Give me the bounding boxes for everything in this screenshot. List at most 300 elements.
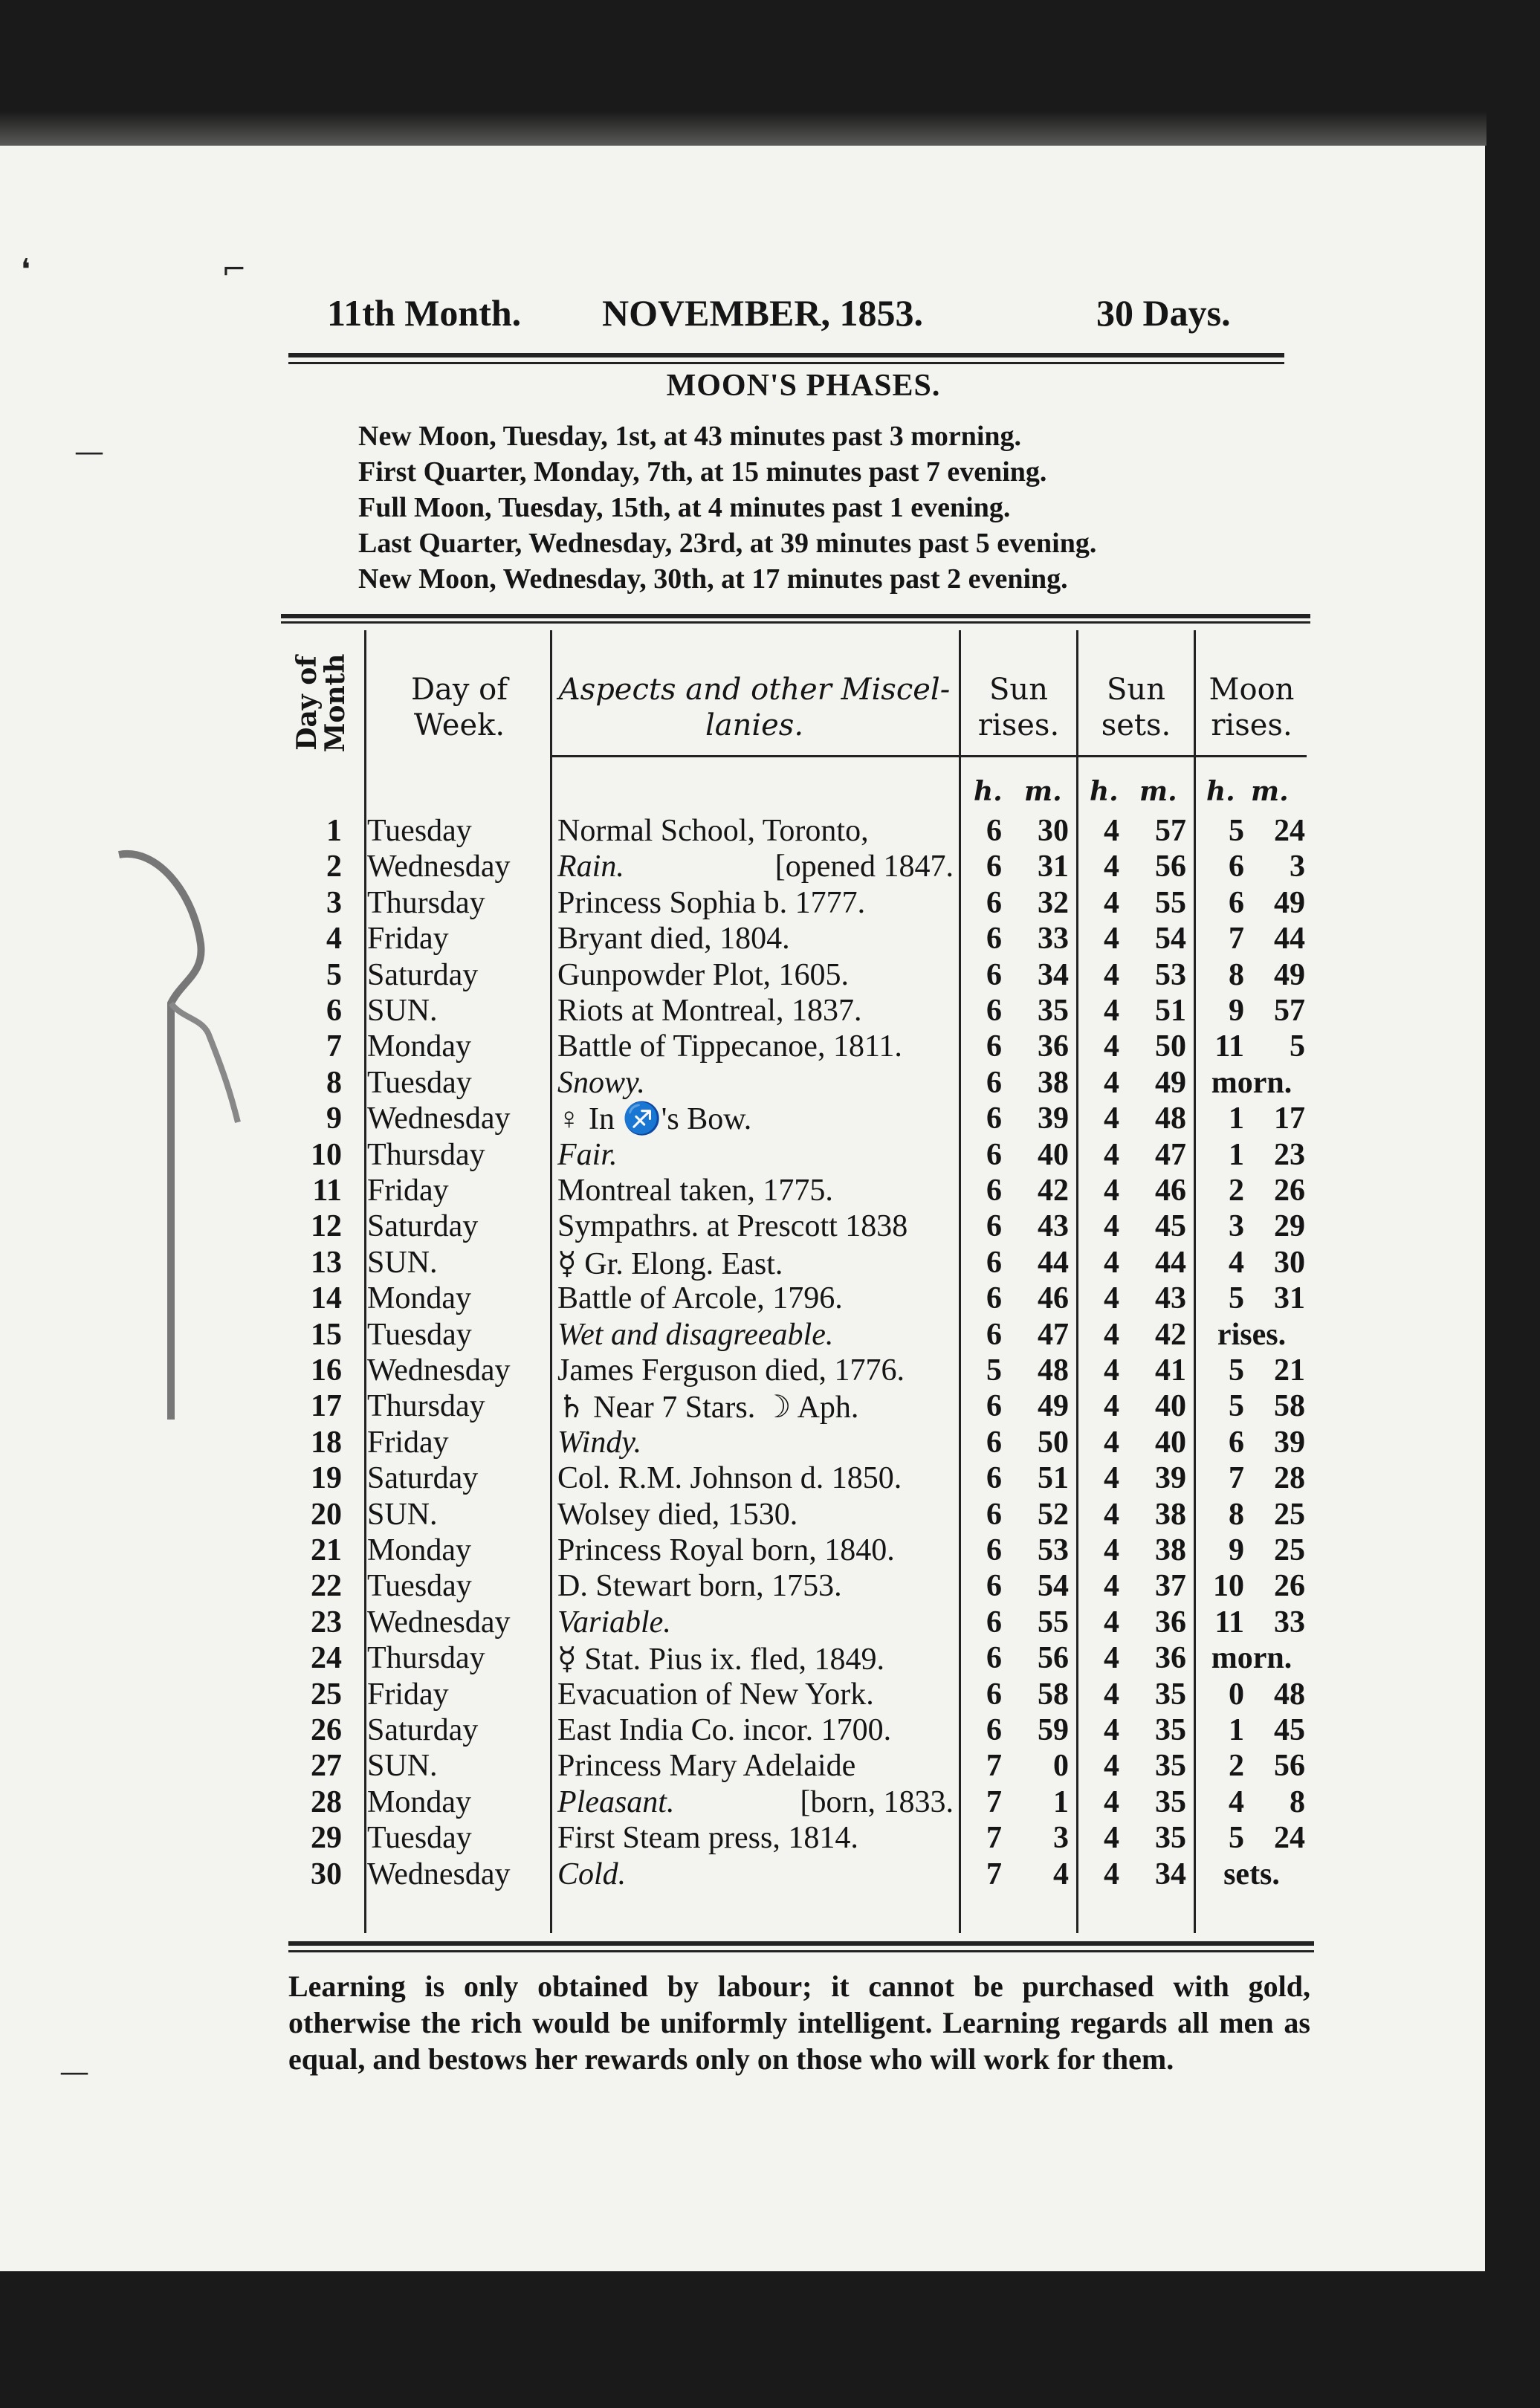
day-of-month: 13	[311, 1245, 342, 1280]
moon-rise-hour: 5	[1229, 814, 1244, 848]
sun-set-minute: 50	[1155, 1029, 1186, 1064]
header-sun-sets: Sun sets.	[1101, 673, 1171, 742]
sun-rise-minute: 58	[1038, 1677, 1069, 1712]
day-of-month: 5	[326, 957, 342, 992]
sun-set-hour: 4	[1104, 1569, 1119, 1604]
moon-rise-hour: 7	[1229, 922, 1244, 957]
table-row	[281, 1712, 1307, 1748]
day-of-week: Wednesday	[367, 1857, 511, 1891]
table-row	[281, 1388, 1307, 1424]
table-bottom-rule	[288, 1941, 1314, 1952]
day-of-week: Friday	[367, 1174, 449, 1208]
aspect-text: Wet and disagreeable.	[557, 1317, 834, 1352]
moon-rise-word: morn.	[1211, 1641, 1292, 1676]
table-row	[281, 1101, 1307, 1136]
table-row	[281, 1820, 1307, 1856]
aspect-text: Montreal taken, 1775.	[557, 1174, 833, 1208]
sun-set-minute: 53	[1155, 957, 1186, 992]
moon-rise-hour: 11	[1214, 1605, 1244, 1640]
sun-rise-hour: 6	[986, 1425, 1002, 1460]
unit-minutes: m.	[1139, 776, 1177, 807]
moon-rise-minute: 25	[1274, 1497, 1305, 1532]
sun-set-hour: 4	[1104, 1425, 1119, 1460]
sun-set-hour: 4	[1104, 1677, 1119, 1712]
sun-rise-minute: 42	[1038, 1174, 1069, 1208]
moon-rise-hour: 5	[1229, 1353, 1244, 1388]
aspect-text: James Ferguson died, 1776.	[557, 1353, 905, 1388]
sun-set-hour: 4	[1104, 1389, 1119, 1424]
unit-hours: h.	[1206, 776, 1235, 807]
sun-rise-hour: 6	[986, 849, 1002, 884]
day-of-week: Saturday	[367, 1209, 479, 1244]
sun-set-minute: 34	[1155, 1857, 1186, 1891]
sun-set-minute: 35	[1155, 1784, 1186, 1819]
day-of-week: Thursday	[367, 1389, 485, 1424]
moon-rise-hour: 6	[1229, 885, 1244, 920]
sun-rise-minute: 55	[1038, 1605, 1069, 1640]
moon-rise-hour: 2	[1229, 1749, 1244, 1784]
moon-phase-line: Last Quarter, Wednesday, 23rd, at 39 minutes past 5 evening.	[358, 528, 1097, 559]
sun-set-minute: 43	[1155, 1281, 1186, 1316]
sun-rise-hour: 6	[986, 1389, 1002, 1424]
sun-rise-minute: 49	[1038, 1389, 1069, 1424]
sun-set-hour: 4	[1104, 1353, 1119, 1388]
aspect-text: Evacuation of New York.	[557, 1677, 874, 1712]
moon-rise-hour: 3	[1229, 1209, 1244, 1244]
header-rule	[288, 353, 1284, 364]
moon-rise-minute: 24	[1274, 814, 1305, 848]
day-of-month: 2	[326, 849, 342, 884]
closing-quote: Learning is only obtained by labour; it cannot be purchased with gold, otherwise the rich would be uniformly intelligent. Learning regards all men as equal, and bestows her rewards only on those who will work for them.	[288, 1970, 1310, 2076]
table-row	[281, 1425, 1307, 1460]
table-row	[281, 1857, 1307, 1892]
moon-rise-word: sets.	[1223, 1857, 1280, 1891]
aspect-text: Princess Mary Adelaide	[557, 1749, 856, 1784]
aspect-text: First Steam press, 1814.	[557, 1821, 858, 1856]
day-of-week: Wednesday	[367, 1101, 511, 1136]
table-row	[281, 921, 1307, 957]
day-of-month: 6	[326, 994, 342, 1028]
table-row	[281, 1137, 1307, 1173]
moon-rise-hour: 2	[1229, 1174, 1244, 1208]
aspect-text: Princess Royal born, 1840.	[557, 1533, 895, 1567]
sun-rise-hour: 7	[986, 1784, 1002, 1819]
sun-rise-hour: 6	[986, 1209, 1002, 1244]
day-of-month: 7	[326, 1029, 342, 1064]
moon-rise-hour: 4	[1229, 1245, 1244, 1280]
aspect-text: ☿ Stat. Pius ix. fled, 1849.	[557, 1642, 884, 1677]
day-of-month: 1	[326, 814, 342, 848]
sun-set-minute: 35	[1155, 1749, 1186, 1784]
day-of-week: Wednesday	[367, 1605, 511, 1640]
aspect-text: Pleasant.	[557, 1784, 675, 1819]
moon-rise-hour: 8	[1229, 1497, 1244, 1532]
day-of-month: 19	[311, 1461, 342, 1496]
moon-rise-hour: 7	[1229, 1461, 1244, 1496]
day-of-week: Tuesday	[367, 814, 472, 848]
day-of-month: 11	[312, 1174, 342, 1208]
sun-rise-minute: 30	[1038, 814, 1069, 848]
day-of-week: SUN.	[367, 1497, 438, 1532]
sun-set-minute: 40	[1155, 1389, 1186, 1424]
sun-rise-hour: 6	[986, 994, 1002, 1028]
sun-set-hour: 4	[1104, 1174, 1119, 1208]
pencil-mark	[111, 825, 245, 1420]
day-of-month: 30	[311, 1857, 342, 1891]
day-of-week: Thursday	[367, 885, 485, 920]
day-of-month: 22	[311, 1569, 342, 1604]
unit-minutes: m.	[1251, 776, 1289, 807]
sun-set-minute: 54	[1155, 922, 1186, 957]
moon-rise-minute: 26	[1274, 1174, 1305, 1208]
sun-rise-minute: 59	[1038, 1713, 1069, 1747]
aspect-text: East India Co. incor. 1700.	[557, 1713, 892, 1747]
sun-rise-minute: 46	[1038, 1281, 1069, 1316]
table-row	[281, 849, 1307, 884]
moon-rise-minute: 17	[1274, 1101, 1305, 1136]
day-of-month: 9	[326, 1101, 342, 1136]
sun-rise-hour: 6	[986, 1137, 1002, 1172]
sun-set-minute: 38	[1155, 1533, 1186, 1567]
moon-phase-line: Full Moon, Tuesday, 15th, at 4 minutes past 1 evening.	[358, 492, 1011, 523]
sun-rise-minute: 53	[1038, 1533, 1069, 1567]
sun-set-minute: 55	[1155, 885, 1186, 920]
sun-rise-hour: 6	[986, 1101, 1002, 1136]
aspect-text: Variable.	[557, 1605, 671, 1640]
sun-rise-hour: 7	[986, 1821, 1002, 1856]
aspect-text: Windy.	[557, 1425, 642, 1460]
sun-rise-hour: 5	[986, 1353, 1002, 1388]
page-header	[327, 291, 1260, 343]
day-of-week: Friday	[367, 1425, 449, 1460]
day-of-month: 21	[311, 1533, 342, 1567]
moon-phase-line: New Moon, Tuesday, 1st, at 43 minutes past 3 morning.	[358, 421, 1022, 452]
moon-rise-minute: 58	[1274, 1389, 1305, 1424]
sun-rise-hour: 6	[986, 1641, 1002, 1676]
moon-rise-hour: 1	[1229, 1137, 1244, 1172]
sun-rise-minute: 52	[1038, 1497, 1069, 1532]
moon-rise-hour: 6	[1229, 1425, 1244, 1460]
aspect-text: Sympathrs. at Prescott 1838	[557, 1209, 908, 1244]
table-row	[281, 1748, 1307, 1784]
sun-set-hour: 4	[1104, 1749, 1119, 1784]
aspect-text: ☿ Gr. Elong. East.	[557, 1246, 783, 1281]
moon-rise-minute: 5	[1290, 1029, 1305, 1064]
moon-rise-minute: 33	[1274, 1605, 1305, 1640]
aspect-text: Fair.	[557, 1137, 618, 1172]
day-of-week: Monday	[367, 1533, 471, 1567]
day-of-month: 25	[311, 1677, 342, 1712]
day-of-week: Saturday	[367, 1713, 479, 1747]
aspect-text: ♀ In ♐'s Bow.	[557, 1102, 752, 1137]
sun-rise-minute: 54	[1038, 1569, 1069, 1604]
days-count: 30 Days.	[1096, 292, 1231, 334]
moon-rise-hour: 0	[1229, 1677, 1244, 1712]
sun-rise-hour: 6	[986, 1245, 1002, 1280]
table-row	[281, 957, 1307, 993]
sun-set-hour: 4	[1104, 814, 1119, 848]
sun-set-hour: 4	[1104, 957, 1119, 992]
sun-rise-minute: 38	[1038, 1065, 1069, 1100]
sun-rise-minute: 51	[1038, 1461, 1069, 1496]
sun-set-minute: 56	[1155, 849, 1186, 884]
sun-set-minute: 41	[1155, 1353, 1186, 1388]
sun-rise-hour: 6	[986, 1497, 1002, 1532]
sun-set-minute: 49	[1155, 1065, 1186, 1100]
sun-set-minute: 42	[1155, 1317, 1186, 1352]
aspect-text: Wolsey died, 1530.	[557, 1497, 798, 1532]
aspect-text: Cold.	[557, 1857, 627, 1891]
sun-rise-minute: 4	[1053, 1857, 1069, 1891]
header-aspects: Aspects and other Miscel- lanies.	[558, 673, 951, 742]
moon-rise-hour: 4	[1229, 1784, 1244, 1819]
moon-rise-hour: 5	[1229, 1281, 1244, 1316]
table-row	[281, 1245, 1307, 1281]
moon-rise-minute: 8	[1290, 1784, 1305, 1819]
moon-rise-minute: 26	[1274, 1569, 1305, 1604]
sun-set-minute: 40	[1155, 1425, 1186, 1460]
sun-set-hour: 4	[1104, 922, 1119, 957]
sun-rise-hour: 7	[986, 1749, 1002, 1784]
table-row	[281, 813, 1307, 849]
unit-hours: h.	[974, 776, 1003, 807]
sun-rise-minute: 48	[1038, 1353, 1069, 1388]
moon-rise-hour: 5	[1229, 1389, 1244, 1424]
sun-rise-hour: 6	[986, 1461, 1002, 1496]
sun-rise-minute: 1	[1053, 1784, 1069, 1819]
scan-speck: —	[74, 435, 104, 469]
table-row	[281, 1532, 1307, 1568]
day-of-week: Tuesday	[367, 1569, 472, 1604]
unit-hours: h.	[1090, 776, 1119, 807]
sun-rise-hour: 6	[986, 1605, 1002, 1640]
sun-set-hour: 4	[1104, 1137, 1119, 1172]
moon-rise-minute: 29	[1274, 1209, 1305, 1244]
day-of-week: Tuesday	[367, 1821, 472, 1856]
day-of-week: Wednesday	[367, 849, 511, 884]
moon-rise-hour: 8	[1229, 957, 1244, 992]
sun-rise-minute: 43	[1038, 1209, 1069, 1244]
sun-rise-hour: 6	[986, 1065, 1002, 1100]
aspect-continuation: [opened 1847.	[774, 849, 954, 884]
moon-rise-minute: 24	[1274, 1821, 1305, 1856]
moon-rise-minute: 31	[1274, 1281, 1305, 1316]
sun-rise-hour: 6	[986, 922, 1002, 957]
moon-rise-minute: 49	[1274, 885, 1305, 920]
sun-rise-minute: 3	[1053, 1821, 1069, 1856]
header-moon-rises: Moon rises.	[1209, 673, 1295, 742]
header-sun-rises: Sun rises.	[977, 673, 1060, 742]
day-of-month: 18	[311, 1425, 342, 1460]
sun-rise-minute: 34	[1038, 957, 1069, 992]
sun-rise-hour: 6	[986, 1281, 1002, 1316]
sun-rise-minute: 44	[1038, 1245, 1069, 1280]
sun-set-hour: 4	[1104, 1101, 1119, 1136]
aspect-text: Bryant died, 1804.	[557, 922, 790, 957]
aspect-text: Col. R.M. Johnson d. 1850.	[557, 1461, 902, 1496]
day-of-week: Monday	[367, 1029, 471, 1064]
header-day-of-month: Day of Month	[291, 653, 351, 753]
day-of-week: Saturday	[367, 1461, 479, 1496]
scan-speck: ❛	[21, 253, 30, 287]
sun-set-hour: 4	[1104, 849, 1119, 884]
almanac-table	[281, 614, 1307, 1933]
moon-rise-minute: 45	[1274, 1713, 1305, 1747]
moon-rise-hour: 9	[1229, 994, 1244, 1028]
sun-set-hour: 4	[1104, 1857, 1119, 1891]
day-of-month: 28	[311, 1784, 342, 1819]
aspect-text: Snowy.	[557, 1065, 645, 1100]
moon-phase-line: New Moon, Wednesday, 30th, at 17 minutes past 2 evening.	[358, 563, 1068, 595]
sun-set-minute: 36	[1155, 1641, 1186, 1676]
sun-rise-minute: 50	[1038, 1425, 1069, 1460]
moon-phases-title: MOON'S PHASES.	[666, 369, 941, 403]
day-of-month: 4	[326, 922, 342, 957]
moon-rise-minute: 48	[1274, 1677, 1305, 1712]
table-row	[281, 885, 1307, 921]
moon-rise-word: morn.	[1211, 1065, 1292, 1100]
day-of-week: Thursday	[367, 1641, 485, 1676]
day-of-week: Monday	[367, 1281, 471, 1316]
day-of-month: 29	[311, 1821, 342, 1856]
moon-rise-minute: 3	[1290, 849, 1305, 884]
header-day-of-week: Day of Week.	[410, 673, 508, 742]
table-row	[281, 1497, 1307, 1532]
header-underline	[550, 755, 1307, 757]
sun-set-minute: 46	[1155, 1174, 1186, 1208]
day-of-month: 26	[311, 1713, 342, 1747]
sun-set-hour: 4	[1104, 1497, 1119, 1532]
sun-rise-minute: 56	[1038, 1641, 1069, 1676]
sun-set-hour: 4	[1104, 1821, 1119, 1856]
sun-rise-hour: 6	[986, 1533, 1002, 1567]
sun-set-hour: 4	[1104, 1461, 1119, 1496]
sun-set-hour: 4	[1104, 1245, 1119, 1280]
day-of-month: 16	[311, 1353, 342, 1388]
sun-set-hour: 4	[1104, 1533, 1119, 1567]
day-of-month: 17	[311, 1389, 342, 1424]
moon-rise-hour: 11	[1214, 1029, 1244, 1064]
sun-set-minute: 36	[1155, 1605, 1186, 1640]
sun-set-hour: 4	[1104, 1317, 1119, 1352]
moon-rise-hour: 1	[1229, 1713, 1244, 1747]
scan-shadow	[0, 111, 1486, 146]
scan-speck: ⌐	[221, 253, 247, 287]
sun-rise-hour: 6	[986, 957, 1002, 992]
sun-rise-minute: 40	[1038, 1137, 1069, 1172]
sun-rise-minute: 47	[1038, 1317, 1069, 1352]
sun-rise-hour: 6	[986, 1569, 1002, 1604]
aspect-text: Gunpowder Plot, 1605.	[557, 957, 849, 992]
aspect-text: Normal School, Toronto,	[557, 814, 869, 848]
aspect-text: Rain.	[557, 849, 624, 884]
table-row	[281, 1173, 1307, 1208]
aspect-text: Princess Sophia b. 1777.	[557, 885, 866, 920]
moon-rise-hour: 6	[1229, 849, 1244, 884]
sun-set-minute: 38	[1155, 1497, 1186, 1532]
moon-rise-minute: 25	[1274, 1533, 1305, 1567]
moon-rise-hour: 5	[1229, 1821, 1244, 1856]
moon-rise-minute: 21	[1274, 1353, 1305, 1388]
table-row	[281, 1605, 1307, 1640]
table-row	[281, 1460, 1307, 1496]
day-of-week: SUN.	[367, 1245, 438, 1280]
day-of-week: SUN.	[367, 994, 438, 1028]
day-of-month: 23	[311, 1605, 342, 1640]
moon-rise-minute: 30	[1274, 1245, 1305, 1280]
sun-rise-minute: 0	[1053, 1749, 1069, 1784]
table-row	[281, 1568, 1307, 1604]
sun-set-hour: 4	[1104, 1605, 1119, 1640]
day-of-month: 8	[326, 1065, 342, 1100]
moon-rise-minute: 44	[1274, 922, 1305, 957]
sun-rise-hour: 6	[986, 1029, 1002, 1064]
sun-set-minute: 48	[1155, 1101, 1186, 1136]
day-of-week: Monday	[367, 1784, 471, 1819]
day-of-week: Saturday	[367, 957, 479, 992]
month-number: 11th Month.	[327, 292, 522, 334]
table-row	[281, 1208, 1307, 1244]
aspect-text: ♄ Near 7 Stars. ☽ Aph.	[557, 1391, 859, 1425]
day-of-month: 27	[311, 1749, 342, 1784]
table-row	[281, 1281, 1307, 1316]
moon-rise-minute: 28	[1274, 1461, 1305, 1496]
sun-set-hour: 4	[1104, 885, 1119, 920]
moon-rise-minute: 56	[1274, 1749, 1305, 1784]
sun-set-hour: 4	[1104, 1281, 1119, 1316]
sun-rise-minute: 33	[1038, 922, 1069, 957]
sun-rise-hour: 6	[986, 885, 1002, 920]
moon-rise-minute: 57	[1274, 994, 1305, 1028]
unit-minutes: m.	[1024, 776, 1062, 807]
day-of-week: Friday	[367, 1677, 449, 1712]
aspect-continuation: [born, 1833.	[800, 1784, 954, 1819]
moon-phase-line: First Quarter, Monday, 7th, at 15 minutes past 7 evening.	[358, 456, 1047, 488]
day-of-month: 3	[326, 885, 342, 920]
day-of-week: SUN.	[367, 1749, 438, 1784]
day-of-month: 15	[311, 1317, 342, 1352]
aspect-text: D. Stewart born, 1753.	[557, 1569, 842, 1604]
table-row	[281, 1317, 1307, 1353]
table-row	[281, 1353, 1307, 1388]
table-row	[281, 1784, 1307, 1820]
moon-rise-hour: 10	[1213, 1569, 1244, 1604]
day-of-week: Wednesday	[367, 1353, 511, 1388]
aspect-text: Battle of Arcole, 1796.	[557, 1281, 843, 1316]
aspect-text: Riots at Montreal, 1837.	[557, 994, 862, 1028]
sun-set-hour: 4	[1104, 1209, 1119, 1244]
moon-rise-word: rises.	[1217, 1317, 1287, 1352]
sun-set-hour: 4	[1104, 994, 1119, 1028]
sun-set-minute: 57	[1155, 814, 1186, 848]
sun-rise-minute: 36	[1038, 1029, 1069, 1064]
sun-set-minute: 45	[1155, 1209, 1186, 1244]
sun-rise-hour: 6	[986, 1677, 1002, 1712]
day-of-week: Thursday	[367, 1137, 485, 1172]
sun-set-minute: 47	[1155, 1137, 1186, 1172]
moon-rise-hour: 1	[1229, 1101, 1244, 1136]
sun-rise-minute: 35	[1038, 994, 1069, 1028]
sun-set-minute: 35	[1155, 1677, 1186, 1712]
table-row	[281, 1029, 1307, 1064]
moon-rise-minute: 39	[1274, 1425, 1305, 1460]
aspect-text: Battle of Tippecanoe, 1811.	[557, 1029, 902, 1064]
table-row	[281, 993, 1307, 1029]
sun-rise-hour: 6	[986, 1317, 1002, 1352]
sun-rise-minute: 39	[1038, 1101, 1069, 1136]
day-of-week: Tuesday	[367, 1065, 472, 1100]
moon-rise-minute: 49	[1274, 957, 1305, 992]
